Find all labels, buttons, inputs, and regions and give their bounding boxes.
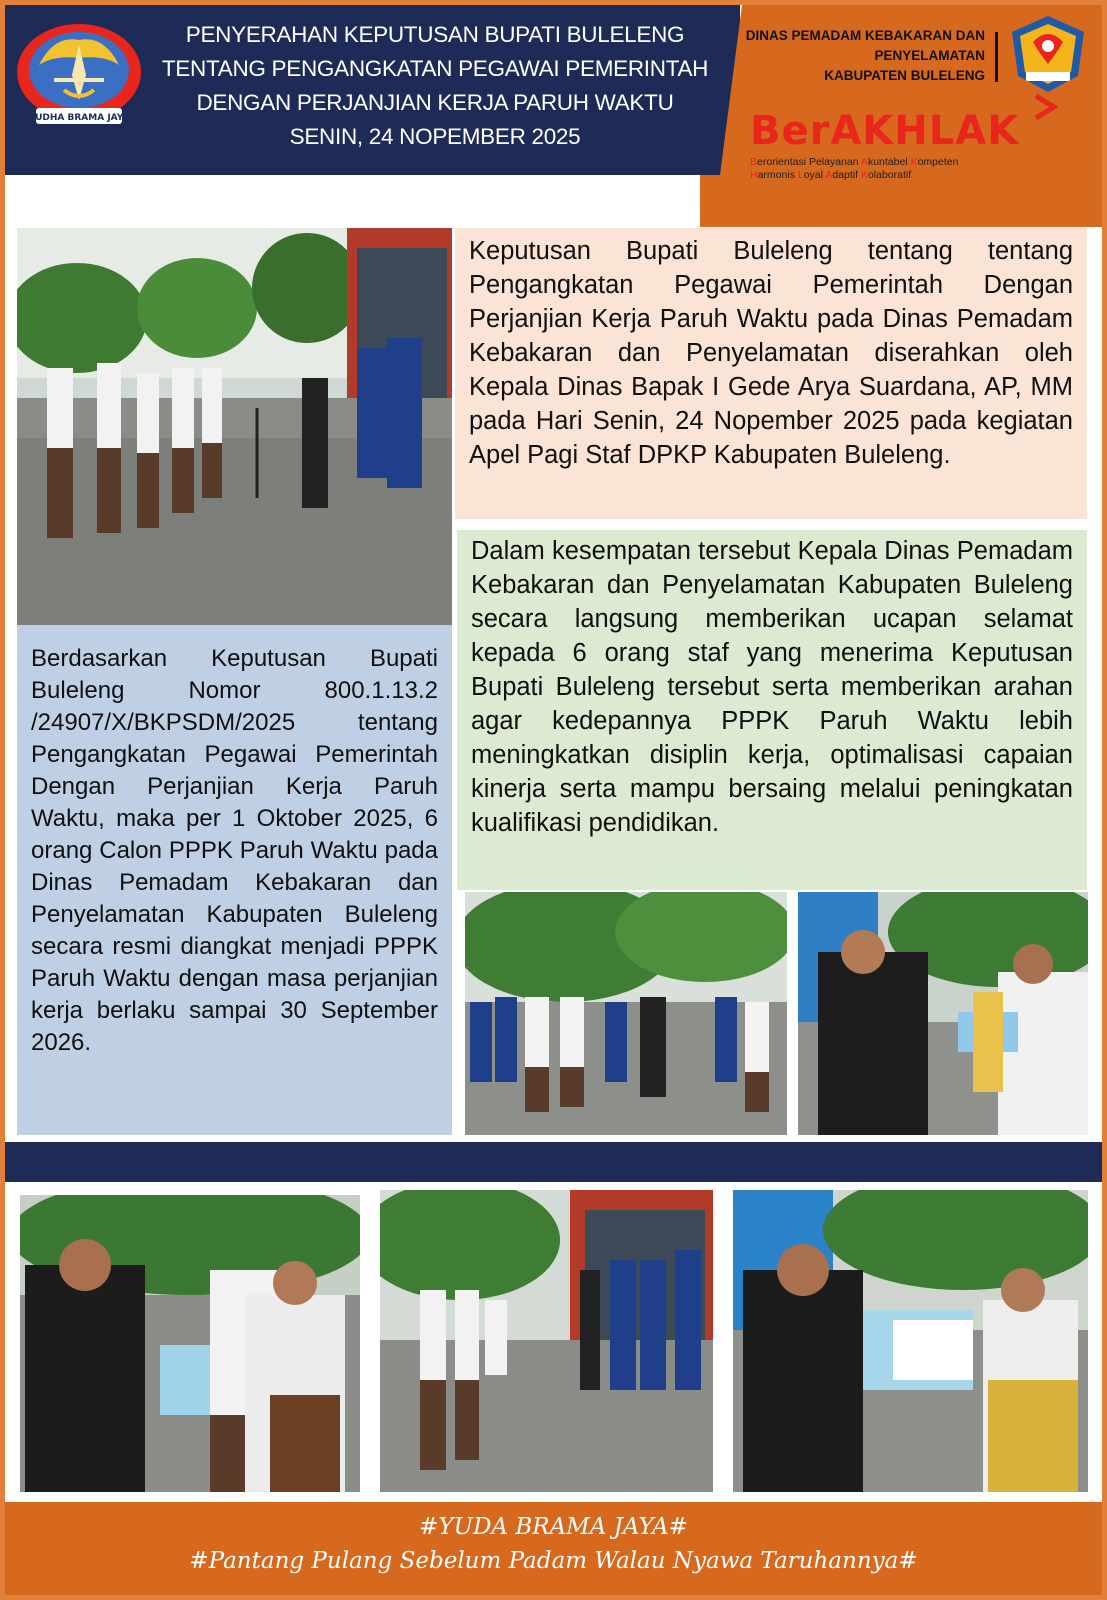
- agency-divider: [995, 32, 998, 82]
- tagline-line-1: Berorientasi Pelayanan Akuntabel Kompeten: [750, 156, 959, 168]
- berakhlak-tagline: [750, 156, 958, 182]
- agency-line-1: DINAS PEMADAM KEBAKARAN DAN: [745, 28, 985, 43]
- chevron-right-icon: [1030, 92, 1060, 122]
- berakhlak-logo: BerAKHLAK: [750, 108, 1020, 154]
- logo-ribbon-text: YUDHA BRAMA JAYA: [28, 113, 130, 123]
- page-title: [140, 18, 730, 154]
- photo-group: [465, 892, 787, 1135]
- title-line-4: SENIN, 24 NOPEMBER 2025: [289, 124, 581, 149]
- title-line-1: PENYERAHAN KEPUTUSAN BUPATI BULELENG: [185, 22, 685, 47]
- agency-line-2: PENYELAMATAN: [874, 48, 985, 63]
- paragraph-decree-basis: Berdasarkan Keputusan Bupati Buleleng Nomor 800.1.13.2 /24907/X/BKPSDM/2025 tentang Pengangkatan Pegawai Pemerintah Dengan Perjanjian Kerja Paruh Waktu, maka per 1 Oktober 2025, 6 orang Calon PPPK Paruh Waktu pada Dinas Pemadam Kebakaran dan Penyelamatan Kabupaten Buleleng secara resmi diangkat menjadi PPPK Paruh Waktu dengan masa perjanjian kerja berlaku sampai 30 September 2026.: [17, 625, 452, 1135]
- photo-handshake: [798, 892, 1088, 1135]
- footer-motto-2: #Pantang Pulang Sebelum Padam Walau Nyawa Taruhannya#: [189, 1548, 918, 1574]
- buleleng-regency-emblem: [1008, 14, 1088, 94]
- photo-document-handover-2: [733, 1190, 1088, 1492]
- photo-document-handover-1: [20, 1195, 360, 1492]
- paragraph-handover: Keputusan Bupati Buleleng tentang tentang Pengangkatan Pegawai Pemerintah Dengan Perjanjian Kerja Paruh Waktu pada Dinas Pemadam Kebakaran dan Penyelamatan diserahkan oleh Kepala Dinas Bapak I Gede Arya Suardana, AP, MM pada Hari Senin, 24 Nopember 2025 pada kegiatan Apel Pagi Staf DPKP Kabupaten Buleleng.: [455, 228, 1087, 519]
- title-line-3: DENGAN PERJANJIAN KERJA PARUH WAKTU: [196, 90, 674, 115]
- tagline-line-2: Harmonis Loyal Adaptif Kolaboratif: [750, 169, 912, 181]
- yudha-brama-jaya-logo: [14, 20, 144, 130]
- footer-motto-1: #YUDA BRAMA JAYA#: [419, 1514, 688, 1540]
- agency-name: [725, 26, 985, 86]
- agency-line-3: KABUPATEN BULELENG: [824, 68, 985, 83]
- photo-ceremony-main: [17, 228, 452, 625]
- title-line-2: TENTANG PENGANGKATAN PEGAWAI PEMERINTAH: [161, 56, 709, 81]
- photo-assembly: [380, 1190, 713, 1492]
- paragraph-congratulations: Dalam kesempatan tersebut Kepala Dinas Pemadam Kebakaran dan Penyelamatan Kabupaten Buleleng secara langsung memberikan ucapan selamat kepada 6 orang staf yang menerima Keputusan Bupati Buleleng tersebut serta memberikan arahan agar kedepannya PPPK Paruh Waktu lebih meningkatkan disiplin kerja, optimalisasi capaian kinerja serta mampu bersaing melalui peningkatan kualifikasi pendidikan.: [457, 530, 1087, 890]
- footer-motto-band: [5, 1502, 1102, 1595]
- divider-band: [5, 1142, 1102, 1182]
